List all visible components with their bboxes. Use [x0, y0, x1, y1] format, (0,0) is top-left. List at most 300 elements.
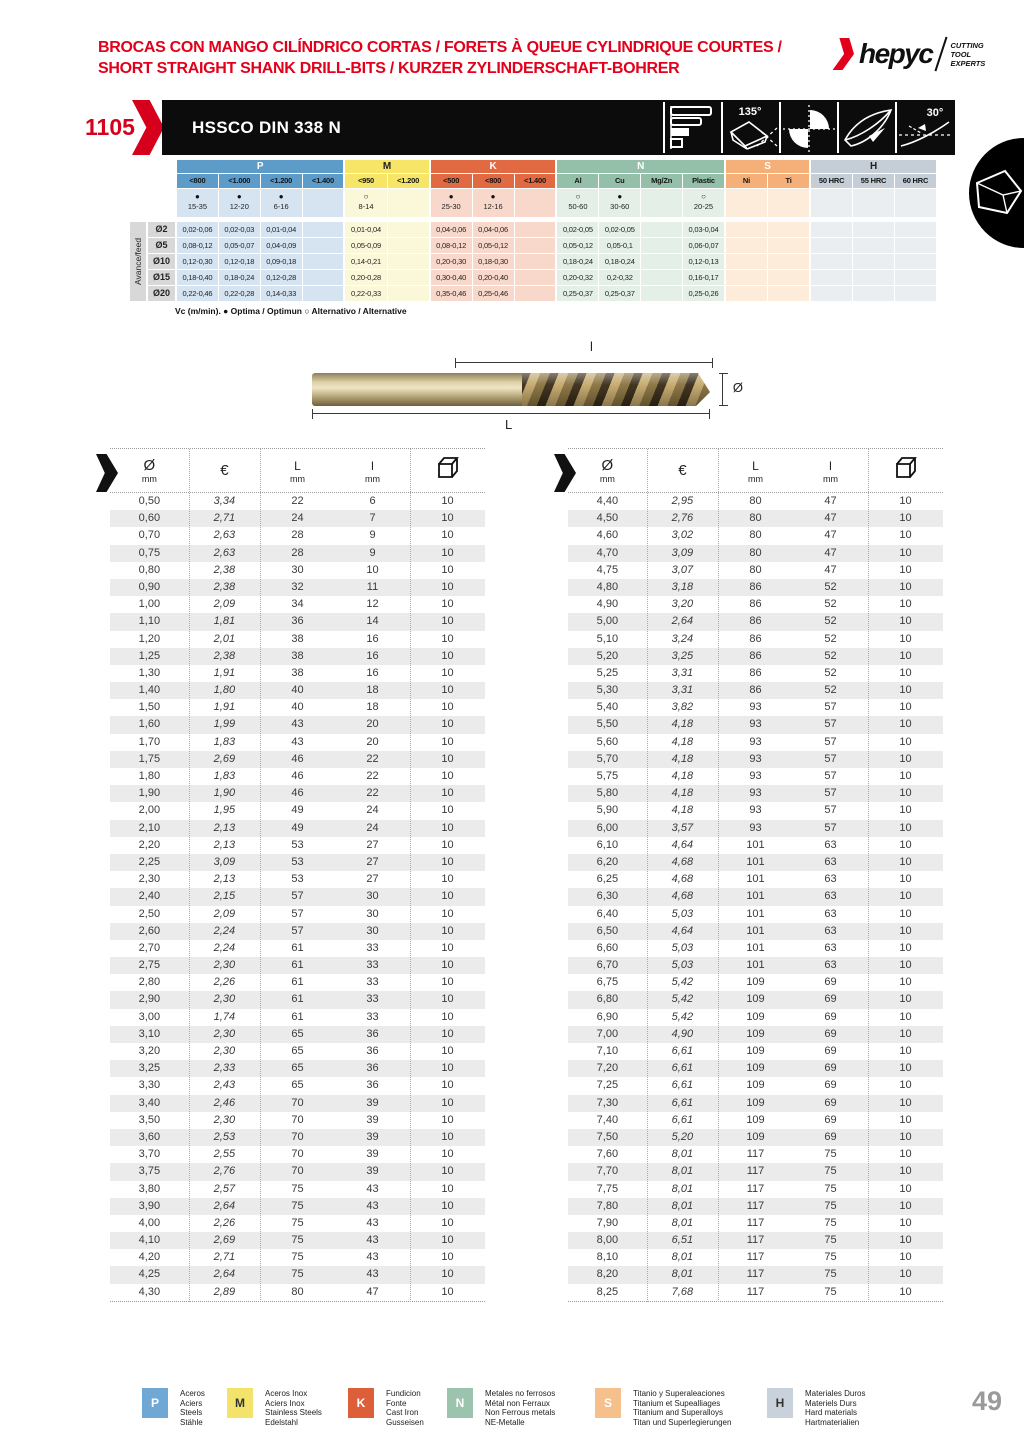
- feed-value: 0,25-0,37: [599, 286, 640, 301]
- diameter-row-label: Ø10: [148, 254, 175, 269]
- diameter-labels: [148, 222, 175, 301]
- helix-angle-30-icon: [897, 102, 953, 153]
- price-row: 8,10 8,01 117 75 10: [596, 1251, 912, 1264]
- price-row: 3,80 2,57 75 43 10: [138, 1182, 454, 1195]
- price-row: 4,30 2,89 80 47 10: [138, 1285, 454, 1298]
- diameter-row-label: Ø15: [148, 270, 175, 285]
- vc-range: [895, 189, 936, 217]
- feed-value: [515, 238, 556, 253]
- price-row: 5,80 4,18 93 57 10: [568, 785, 943, 802]
- price-row: 4,50 2,76 80 47 10: [568, 510, 943, 527]
- banner-icons: [663, 102, 953, 153]
- price-row: 2,50 2,09 57 30 10: [138, 907, 454, 920]
- material-legend: [0, 1388, 1024, 1434]
- speed-limit: <800: [473, 174, 514, 188]
- price-row: 1,10 1,81 36 14 10: [110, 613, 485, 630]
- price-row: 0,50 3,34 22 6 10: [138, 495, 454, 507]
- legend-item-N: [447, 1388, 555, 1427]
- speed-limit: <1.200: [388, 174, 429, 188]
- col-flute-length: l mm: [823, 458, 838, 484]
- legend-item-K: [348, 1388, 424, 1427]
- feed-value: 0,20-0,40: [473, 270, 514, 285]
- vc-range: [515, 189, 556, 217]
- feed-value: [768, 254, 809, 269]
- feed-value: [388, 286, 429, 301]
- feed-value: [388, 222, 429, 237]
- feed-value: 0,18-0,24: [557, 254, 598, 269]
- feed-value: 0,20-0,28: [345, 270, 386, 285]
- feed-value: 0,04-0,06: [473, 222, 514, 237]
- speed-limit: <500: [431, 174, 472, 188]
- legend-labels: Aceros Inox Aciers Inox Stainless Steels Edelstahl: [265, 1389, 322, 1427]
- feed-value: [303, 286, 344, 301]
- speed-limit: 55 HRC: [853, 174, 894, 188]
- price-row: 2,90 2,30 61 33 10: [110, 991, 485, 1008]
- feed-value: [641, 286, 682, 301]
- cutting-group-P: [177, 160, 343, 301]
- vc-range: ● 12-16: [473, 189, 514, 217]
- feed-value: [811, 238, 852, 253]
- feed-value: 0,09-0,18: [261, 254, 302, 269]
- price-row: 6,80 5,42 109 69 10: [568, 991, 943, 1008]
- legend-swatch: M: [227, 1388, 253, 1418]
- feed-value: 0,05-0,12: [557, 238, 598, 253]
- legend-swatch: P: [142, 1388, 168, 1418]
- legend-item-M: [227, 1388, 322, 1427]
- feed-value: [726, 286, 767, 301]
- feed-value: [388, 254, 429, 269]
- price-row: 3,10 2,30 65 36 10: [110, 1026, 485, 1043]
- feed-value: 0,05-0,1: [599, 238, 640, 253]
- feed-value: 0,18-0,40: [177, 270, 218, 285]
- price-table-right: [568, 448, 943, 1302]
- price-row: 8,20 8,01 117 75 10: [568, 1266, 943, 1283]
- feed-value: [768, 270, 809, 285]
- feed-value: [515, 254, 556, 269]
- feed-value: 0,22-0,46: [177, 286, 218, 301]
- price-row: 6,40 5,03 101 63 10: [596, 907, 912, 920]
- legend-swatch: K: [348, 1388, 374, 1418]
- feed-value: 0,04-0,09: [261, 238, 302, 253]
- price-row: 7,30 6,61 109 69 10: [568, 1095, 943, 1112]
- cutting-group-M: [345, 160, 428, 301]
- feed-value: [515, 222, 556, 237]
- legend-swatch: H: [767, 1388, 793, 1418]
- feed-value: [811, 222, 852, 237]
- vc-range: ● 12-20: [219, 189, 260, 217]
- price-row: 3,25 2,33 65 36 10: [110, 1060, 485, 1077]
- feed-value: [768, 286, 809, 301]
- col-price: €: [220, 461, 229, 479]
- legend-item-P: [142, 1388, 205, 1427]
- speed-limit: Cu: [599, 174, 640, 188]
- page-number: 49: [972, 1386, 1003, 1416]
- feed-value: [303, 270, 344, 285]
- col-diameter: Ø mm: [599, 456, 615, 484]
- price-rows-left: [110, 493, 485, 1302]
- speed-limit: 50 HRC: [811, 174, 852, 188]
- banner-bar: [162, 100, 955, 155]
- box-icon: [893, 456, 919, 480]
- price-row: 4,80 3,18 86 52 10: [568, 579, 943, 596]
- price-table-left: [110, 448, 485, 1302]
- feed-value: [726, 222, 767, 237]
- price-row: 3,00 1,74 61 33 10: [138, 1010, 454, 1023]
- vc-range: ● 15-35: [177, 189, 218, 217]
- legend-labels: Materiales Duros Materiels Durs Hard materials Hartmaterialien: [805, 1389, 866, 1427]
- cutting-group-S: [726, 160, 809, 301]
- price-row: 7,70 8,01 117 75 10: [568, 1163, 943, 1180]
- bars-icon: [665, 102, 721, 153]
- legend-item-S: [595, 1388, 731, 1427]
- cutting-group-N: [557, 160, 723, 301]
- feed-value: 0,20-0,32: [557, 270, 598, 285]
- col-total-length: L mm: [290, 458, 305, 484]
- vc-range: [641, 189, 682, 217]
- vc-range: [853, 189, 894, 217]
- price-row: 2,40 2,15 57 30 10: [110, 888, 485, 905]
- price-row: 2,25 3,09 53 27 10: [110, 854, 485, 871]
- price-row: 6,00 3,57 93 57 10: [568, 820, 943, 837]
- group-letter: P: [177, 160, 343, 173]
- cutting-data-table: [130, 160, 936, 301]
- price-row: 5,20 3,25 86 52 10: [568, 648, 943, 665]
- speed-limit: <800: [177, 174, 218, 188]
- col-pack-quantity: [410, 456, 485, 485]
- feed-value: [895, 222, 936, 237]
- price-row: 8,25 7,68 117 75 10: [596, 1285, 912, 1298]
- feed-value: 0,25-0,26: [683, 286, 724, 301]
- price-row: 1,40 1,80 40 18 10: [110, 682, 485, 699]
- drill-point-icon: [839, 102, 895, 153]
- price-row: 6,25 4,68 101 63 10: [596, 873, 912, 886]
- vc-range: [811, 189, 852, 217]
- feed-value: [515, 286, 556, 301]
- feed-value: [303, 254, 344, 269]
- feed-value: [641, 222, 682, 237]
- price-row: 7,10 6,61 109 69 10: [596, 1045, 912, 1057]
- price-row: 3,20 2,30 65 36 10: [138, 1045, 454, 1057]
- price-row: 3,70 2,55 70 39 10: [138, 1148, 454, 1161]
- price-row: 1,75 2,69 46 22 10: [110, 751, 485, 768]
- speed-limit: 60 HRC: [895, 174, 936, 188]
- flute-length-label: l: [590, 339, 593, 354]
- price-row: 5,10 3,24 86 52 10: [596, 632, 912, 645]
- feed-value: 0,08-0,12: [431, 238, 472, 253]
- feed-value: [641, 270, 682, 285]
- feed-value: 0,25-0,37: [557, 286, 598, 301]
- col-total-length: L mm: [748, 458, 763, 484]
- drill-diagram: [300, 333, 745, 433]
- cutting-groups: [177, 160, 936, 301]
- price-row: 1,25 2,38 38 16 10: [110, 648, 485, 665]
- feed-axis-label: Avance/feed: [130, 222, 146, 301]
- price-row: 5,00 2,64 86 52 10: [568, 613, 943, 630]
- group-letter: K: [431, 160, 556, 173]
- legend-labels: Fundicion Fonte Cast Iron Gusseisen: [386, 1389, 424, 1427]
- price-row: 2,30 2,13 53 27 10: [138, 873, 454, 886]
- col-flute-length: l mm: [365, 458, 380, 484]
- product-code: 1105: [85, 114, 135, 140]
- price-row: 2,60 2,24 57 30 10: [110, 923, 485, 940]
- price-rows-right: [568, 493, 943, 1302]
- price-row: 3,50 2,30 70 39 10: [138, 1113, 454, 1126]
- page-title: [98, 37, 782, 79]
- feed-value: 0,04-0,06: [431, 222, 472, 237]
- feed-value: 0,2-0,32: [599, 270, 640, 285]
- diameter-row-label: Ø2: [148, 222, 175, 237]
- price-row: 0,90 2,38 32 11 10: [110, 579, 485, 596]
- drill-shank-image: [312, 373, 524, 406]
- feed-value: 0,12-0,30: [177, 254, 218, 269]
- feed-value: 0,18-0,24: [599, 254, 640, 269]
- logo-tagline: CUTTING TOOL EXPERTS: [950, 40, 986, 68]
- speed-limit: Ni: [726, 174, 767, 188]
- group-letter: H: [811, 160, 936, 173]
- feed-value: 0,02-0,06: [177, 222, 218, 237]
- feed-value: 0,06-0,07: [683, 238, 724, 253]
- vc-range: [388, 189, 429, 217]
- vc-range: ○ 20-25: [683, 189, 724, 217]
- legend-item-H: [767, 1388, 865, 1427]
- vc-range: ● 6-16: [261, 189, 302, 217]
- col-diameter: Ø mm: [141, 456, 157, 484]
- svg-text:30°: 30°: [926, 107, 944, 119]
- brand-logo: [836, 36, 985, 72]
- speed-limit: <1.000: [219, 174, 260, 188]
- price-row: 8,00 6,51 117 75 10: [568, 1232, 943, 1249]
- vc-range: ● 25-30: [431, 189, 472, 217]
- price-row: 5,60 4,18 93 57 10: [596, 735, 912, 748]
- page-title-line1: BROCAS CON MANGO CILÍNDRICO CORTAS / FORETS À QUEUE CYLINDRIQUE COURTES /: [98, 39, 782, 56]
- feed-value: [853, 254, 894, 269]
- total-length-dimension-line: [312, 413, 710, 414]
- feed-value: [641, 238, 682, 253]
- speed-limit: <1.400: [303, 174, 344, 188]
- speed-limit: <1.400: [515, 174, 556, 188]
- price-row: 0,70 2,63 28 9 10: [138, 529, 454, 542]
- feed-value: 0,16-0,17: [683, 270, 724, 285]
- feed-value: 0,18-0,30: [473, 254, 514, 269]
- vc-range: ● 30-60: [599, 189, 640, 217]
- legend-swatch: S: [595, 1388, 621, 1418]
- feed-value: [895, 254, 936, 269]
- price-row: 6,30 4,68 101 63 10: [568, 888, 943, 905]
- feed-value: [303, 238, 344, 253]
- total-length-label: L: [505, 417, 513, 432]
- group-letter: S: [726, 160, 809, 173]
- feed-value: [895, 270, 936, 285]
- cutting-group-H: [811, 160, 936, 301]
- price-row: 2,00 1,95 49 24 10: [138, 804, 454, 817]
- logo-chevron-icon: [833, 38, 858, 70]
- feed-value: 0,08-0,12: [177, 238, 218, 253]
- cross-section-icon: [781, 102, 837, 153]
- price-row: 4,20 2,71 75 43 10: [138, 1251, 454, 1264]
- logo-brand-name: hepyc: [859, 38, 933, 69]
- feed-value: 0,05-0,07: [219, 238, 260, 253]
- price-row: 6,90 5,42 109 69 10: [596, 1010, 912, 1023]
- feed-value: 0,05-0,12: [473, 238, 514, 253]
- feed-value: 0,20-0,30: [431, 254, 472, 269]
- feed-value: 0,12-0,28: [261, 270, 302, 285]
- feed-value: 0,01-0,04: [345, 222, 386, 237]
- legend-labels: Aceros Aciers Steels Stähle: [180, 1389, 205, 1427]
- price-row: 6,70 5,03 101 63 10: [568, 957, 943, 974]
- price-row: 6,60 5,03 101 63 10: [596, 941, 912, 954]
- price-table-header: [110, 449, 485, 493]
- feed-value: [726, 238, 767, 253]
- product-banner: [85, 100, 1024, 155]
- price-row: 1,90 1,90 46 22 10: [110, 785, 485, 802]
- feed-value: [388, 238, 429, 253]
- feed-value: 0,14-0,21: [345, 254, 386, 269]
- speed-limit: Mg/Zn: [641, 174, 682, 188]
- price-row: 5,90 4,18 93 57 10: [596, 804, 912, 817]
- feed-value: [811, 254, 852, 269]
- feed-value: [515, 270, 556, 285]
- price-row: 2,75 2,30 61 33 10: [110, 957, 485, 974]
- feed-value: 0,35-0,46: [431, 286, 472, 301]
- vc-range: [303, 189, 344, 217]
- price-row: 3,40 2,46 70 39 10: [110, 1095, 485, 1112]
- price-row: 3,60 2,53 70 39 10: [110, 1129, 485, 1146]
- feed-value: 0,02-0,05: [557, 222, 598, 237]
- price-row: 3,90 2,64 75 43 10: [110, 1198, 485, 1215]
- speed-limit: Al: [557, 174, 598, 188]
- speed-limit: <1.200: [261, 174, 302, 188]
- price-row: 4,25 2,64 75 43 10: [110, 1266, 485, 1283]
- speed-limit: <950: [345, 174, 386, 188]
- flute-length-dimension-line: [455, 362, 713, 363]
- price-row: 1,20 2,01 38 16 10: [138, 632, 454, 645]
- feed-value: [726, 254, 767, 269]
- price-row: 7,90 8,01 117 75 10: [596, 1216, 912, 1229]
- point-angle-135-icon: [723, 102, 779, 153]
- price-row: 2,10 2,13 49 24 10: [110, 820, 485, 837]
- price-row: 1,60 1,99 43 20 10: [110, 716, 485, 733]
- price-row: 4,90 3,20 86 52 10: [596, 598, 912, 611]
- price-row: 7,80 8,01 117 75 10: [568, 1198, 943, 1215]
- price-row: 4,00 2,26 75 43 10: [138, 1216, 454, 1229]
- speed-limit: Ti: [768, 174, 809, 188]
- feed-value: 0,05-0,09: [345, 238, 386, 253]
- price-row: 7,50 5,20 109 69 10: [568, 1129, 943, 1146]
- cutting-group-K: [431, 160, 556, 301]
- product-name: HSSCO DIN 338 N: [192, 118, 342, 137]
- group-letter: N: [557, 160, 723, 173]
- feed-value: 0,01-0,04: [261, 222, 302, 237]
- vc-range: ○ 8-14: [345, 189, 386, 217]
- price-row: 4,70 3,09 80 47 10: [568, 545, 943, 562]
- drill-flute-image: [522, 373, 710, 406]
- price-row: 5,30 3,31 86 52 10: [568, 682, 943, 699]
- price-row: 5,75 4,18 93 57 10: [596, 770, 912, 782]
- price-row: 7,40 6,61 109 69 10: [596, 1113, 912, 1126]
- price-row: 6,10 4,64 101 63 10: [596, 838, 912, 851]
- speed-limit: Plastic: [683, 174, 724, 188]
- vc-range: [768, 189, 809, 217]
- feed-value: [853, 238, 894, 253]
- price-row: 3,30 2,43 65 36 10: [138, 1079, 454, 1092]
- price-row: 3,75 2,76 70 39 10: [110, 1163, 485, 1180]
- feed-value: [768, 238, 809, 253]
- feed-value: [388, 270, 429, 285]
- feed-value: 0,14-0,33: [261, 286, 302, 301]
- price-table-header: [568, 449, 943, 493]
- price-row: 0,80 2,38 30 10 10: [138, 563, 454, 576]
- price-row: 6,50 4,64 101 63 10: [568, 923, 943, 940]
- price-row: 7,25 6,61 109 69 10: [596, 1079, 912, 1092]
- price-row: 1,30 1,91 38 16 10: [138, 666, 454, 679]
- price-row: 6,75 5,42 109 69 10: [596, 976, 912, 989]
- legend-labels: Titanio y Superaleaciones Titanium et Supealliages Titanium and Superalloys Titan und Superlegierungen: [633, 1389, 732, 1427]
- svg-text:135°: 135°: [738, 106, 762, 118]
- feed-value: 0,22-0,28: [219, 286, 260, 301]
- price-row: 4,10 2,69 75 43 10: [110, 1232, 485, 1249]
- feed-value: 0,12-0,13: [683, 254, 724, 269]
- price-row: 4,40 2,95 80 47 10: [596, 495, 912, 507]
- price-row: 7,00 4,90 109 69 10: [568, 1026, 943, 1043]
- feed-value: 0,25-0,46: [473, 286, 514, 301]
- price-row: 7,60 8,01 117 75 10: [596, 1148, 912, 1161]
- cutting-table-note: Vc (m/min). ● Optima / Optimun ○ Alternativo / Alternative: [175, 306, 407, 316]
- group-letter: M: [345, 160, 428, 173]
- price-row: 7,20 6,61 109 69 10: [568, 1060, 943, 1077]
- price-row: 2,80 2,26 61 33 10: [138, 976, 454, 989]
- feed-value: [641, 254, 682, 269]
- page-title-line2: SHORT STRAIGHT SHANK DRILL-BITS / KURZER ZYLINDERSCHAFT-BOHRER: [98, 60, 680, 77]
- price-row: 1,70 1,83 43 20 10: [138, 735, 454, 748]
- legend-labels: Metales no ferrosos Métal non Ferraux Non Ferrous metals NE-Metalle: [485, 1389, 556, 1427]
- feed-value: [303, 222, 344, 237]
- vc-range: ○ 50-60: [557, 189, 598, 217]
- feed-value: [768, 222, 809, 237]
- feed-value: [853, 286, 894, 301]
- feed-value: [853, 270, 894, 285]
- vc-range: [726, 189, 767, 217]
- cutting-row-labels: [130, 222, 175, 301]
- feed-value: 0,02-0,05: [599, 222, 640, 237]
- price-row: 5,25 3,31 86 52 10: [596, 666, 912, 679]
- price-row: 5,70 4,18 93 57 10: [568, 751, 943, 768]
- price-row: 2,20 2,13 53 27 10: [138, 838, 454, 851]
- banner-chevron-icon: [132, 100, 164, 155]
- feed-value: [895, 238, 936, 253]
- feed-value: [811, 270, 852, 285]
- feed-value: 0,18-0,24: [219, 270, 260, 285]
- diameter-row-label: Ø20: [148, 286, 175, 301]
- box-icon: [435, 456, 461, 480]
- price-row: 1,00 2,09 34 12 10: [138, 598, 454, 611]
- feed-value: [811, 286, 852, 301]
- price-row: 4,60 3,02 80 47 10: [596, 529, 912, 542]
- diameter-dimension-line: [722, 373, 723, 406]
- diameter-row-label: Ø5: [148, 238, 175, 253]
- price-row: 1,80 1,83 46 22 10: [138, 770, 454, 782]
- feed-value: 0,12-0,18: [219, 254, 260, 269]
- feed-value: 0,02-0,03: [219, 222, 260, 237]
- price-row: 6,20 4,68 101 63 10: [568, 854, 943, 871]
- price-row: 0,75 2,63 28 9 10: [110, 545, 485, 562]
- feed-value: [726, 270, 767, 285]
- col-price: €: [678, 461, 687, 479]
- price-row: 5,40 3,82 93 57 10: [596, 701, 912, 714]
- feed-value: 0,03-0,04: [683, 222, 724, 237]
- price-row: 1,50 1,91 40 18 10: [138, 701, 454, 714]
- col-pack-quantity: [868, 456, 943, 485]
- legend-swatch: N: [447, 1388, 473, 1418]
